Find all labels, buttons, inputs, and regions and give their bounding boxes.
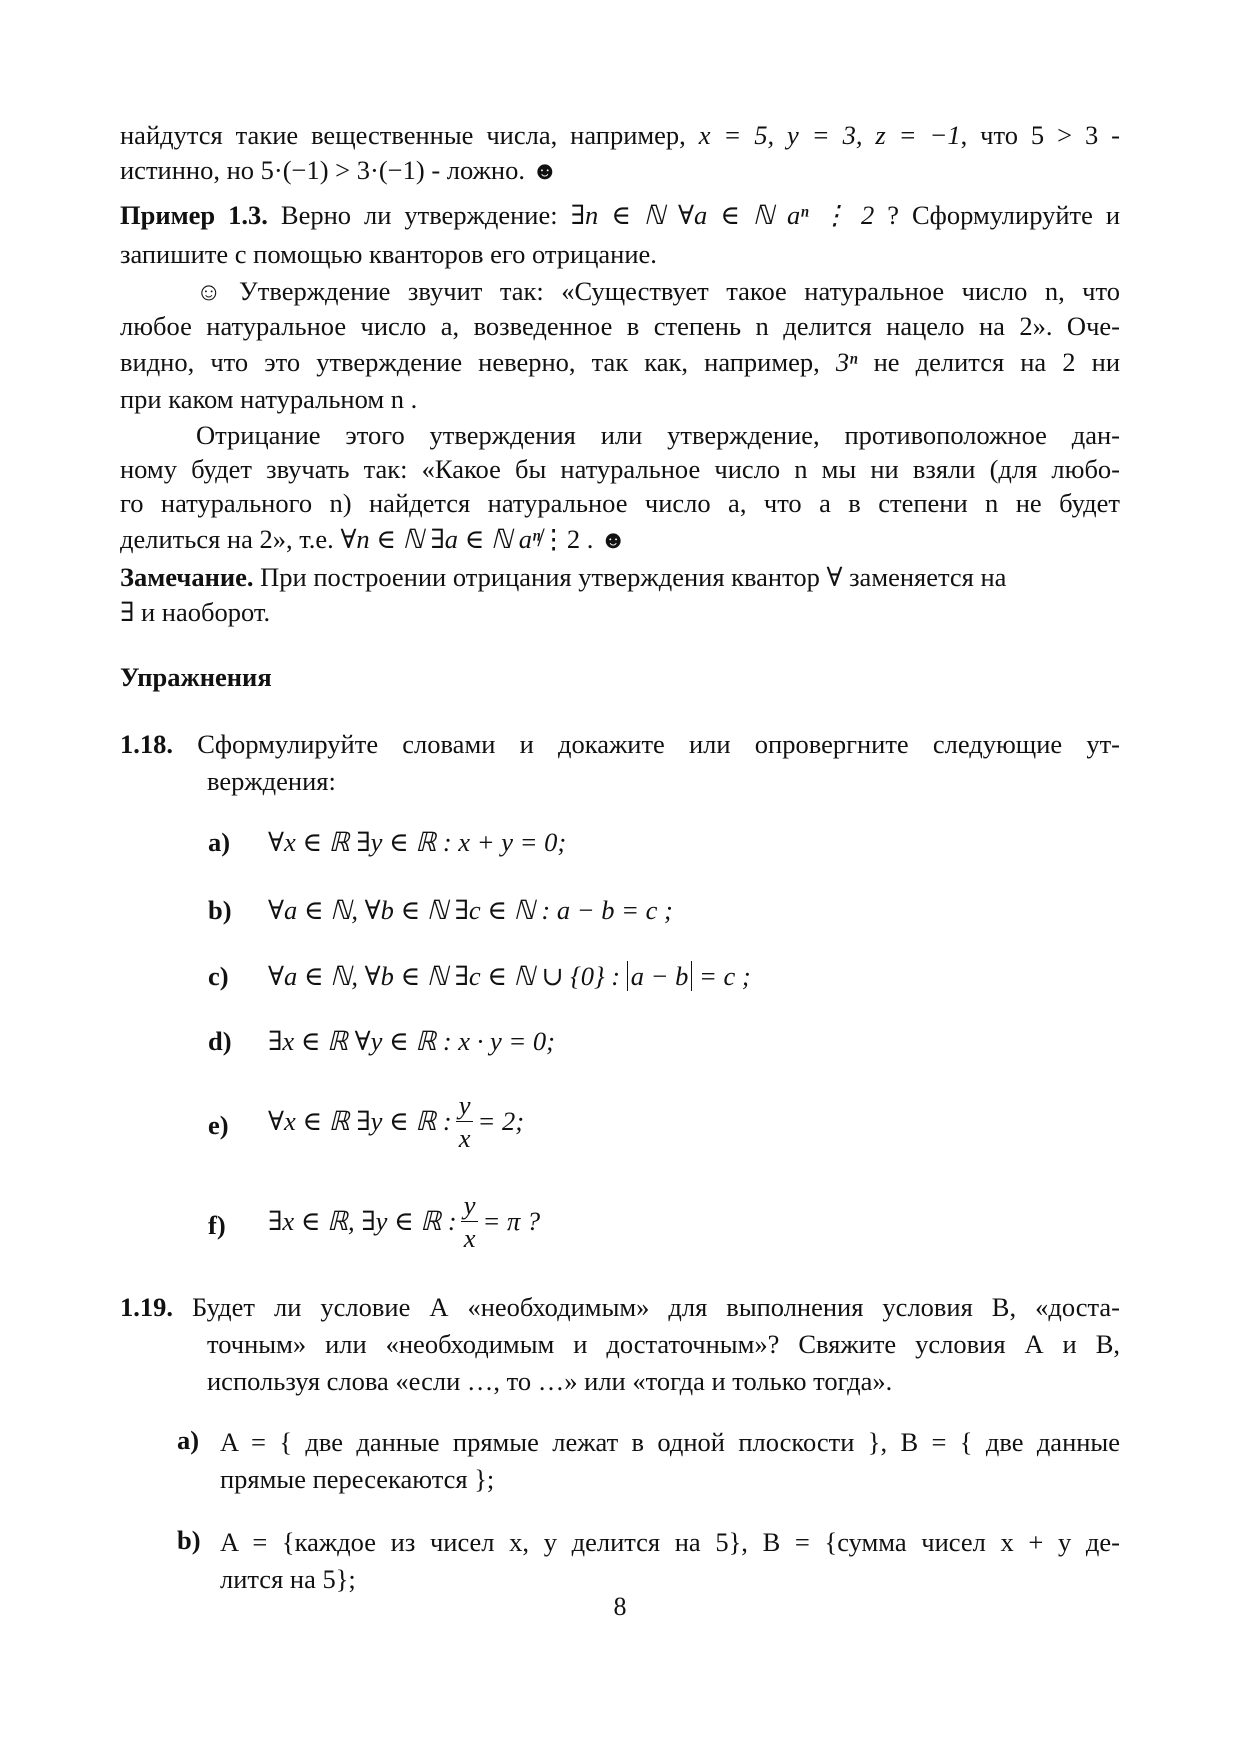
exercise-1-18: 1.18. Сформулируйте словами и докажите или опровергните следующие ут-	[120, 729, 1120, 759]
fraction: $\frac{y}{x}$	[461, 1192, 479, 1251]
page-number: 8	[613, 1592, 627, 1621]
page: найдутся такие вещественные числа, например, x = 5, y = 3, z = −1, что 5 > 3 - истинно, но 5·(−1) > 3·(−1) - ложно. ☻ Пример 1.3. Верно ли утверждение: ∃n ∈ ℕ ∀a ∈ ℕ aⁿ ⋮ 2 ? Сформулируйте и запишите с помощью кванторов его отрицание. ☺ Утверждение звучит так: «Существует такое натуральное число n, что любое натуральное число a, возведенное в степень n делится нацело на 2». Оче- видно, что это утверждение неверно, так как, например, 3ⁿ не делится на 2 ни при каком натуральном n . Отрицание этого утверждения или утверждение, противоположное дан- ному будет звучать так: «Какое бы натуральное число n мы ни взяли (для любо- го натурального n) найдется натуральное число a, что a в степени n не будет делиться на 2», т.е. ∀n ∈ ℕ ∃a ∈ ℕ aⁿ⋮ /2 . ☻ Замечание. При построении отрицания утверждения квантор ∀ заменяется на ∃ и наоборот. Упражнения 1.18. Сформулируйте словами и докажите или опровергните следующие ут- верждения: a) ∀x ∈ ℝ ∃y ∈ ℝ : x + y = 0; b) ∀a ∈ ℕ, ∀b ∈ ℕ ∃c ∈ ℕ : a − b = c ; c) ∀a ∈ ℕ, ∀b ∈ ℕ ∃c ∈ ℕ ∪ {0} : a − b = c ; d) ∃x ∈ ℝ ∀y ∈ ℝ : x · y = 0; e) ∀x ∈ ℝ ∃y ∈ ℝ : $\frac{y}{x}$ = 2; f) ∃x ∈ ℝ, ∃y ∈ ℝ : $\frac{y}{x}$ = π ? 1.19. Будет ли условие А «необходимым» для выполнения условия В, «доста- точным» или «необходимым и достаточным»? Свяжите условия А и В, используя слова «если …, то …» или «тогда и только тогда». a) A = { две данные прямые лежат в одной плоскости }, B = { две данные прямые пересекаются }; b) A = {каждое из чисел x, y делится на 5}, B = {сумма чисел x + y де- лится на 5}; 8	[0, 0, 1240, 1755]
paragraph-line: верждения:	[207, 766, 336, 796]
paragraph-line: истинно, но 5·(−1) > 3·(−1) - ложно. ☻	[120, 155, 558, 185]
paragraph-line: видно, что это утверждение неверно, так как, например, 3ⁿ не делится на 2 ни	[120, 347, 1121, 377]
paragraph-line: любое натуральное число a, возведенное в степень n делится нацело на 2». Оче-	[120, 311, 1120, 341]
remark-label: Замечание.	[120, 562, 254, 592]
solution-start-icon: ☺	[196, 279, 222, 306]
remark-line: Замечание. При построении отрицания утверждения квантор ∀ заменяется на	[120, 562, 1007, 592]
fraction: $\frac{y}{x}$	[456, 1092, 474, 1151]
example-heading-line: Пример 1.3. Верно ли утверждение: ∃n ∈ ℕ ∀a ∈ ℕ aⁿ ⋮ 2 ? Сформулируйте и	[120, 200, 1121, 230]
paragraph-line: при каком натуральном n .	[120, 384, 418, 414]
end-of-solution-icon: ☻	[531, 158, 558, 185]
paragraph-line: делиться на 2», т.е. ∀n ∈ ℕ ∃a ∈ ℕ aⁿ⋮ /2 . ☻	[120, 522, 1120, 558]
paragraph-line: запишите с помощью кванторов его отрицание.	[120, 239, 657, 269]
paragraph-line: точным» или «необходимым и достаточным»? Свяжите условия А и В,	[207, 1329, 1120, 1359]
paragraph-line: Отрицание этого утверждения или утверждение, противоположное дан-	[196, 420, 1120, 450]
example-statement: ∃n ∈ ℕ ∀a ∈ ℕ aⁿ ⋮ 2	[570, 200, 875, 230]
paragraph-line: используя слова «если …, то …» или «тогда и только тогда».	[207, 1366, 893, 1396]
paragraph-line: найдутся такие вещественные числа, например, x = 5, y = 3, z = −1, что 5 > 3 -	[120, 120, 1120, 150]
example-label: Пример 1.3.	[120, 200, 268, 230]
remark-line: ∃ и наоборот.	[120, 597, 271, 627]
section-heading: Упражнения	[120, 662, 272, 692]
paragraph-line: го натурального n) найдется натуральное число a, что a в степени n не будет	[120, 488, 1120, 518]
end-of-solution-icon: ☻	[599, 527, 627, 554]
paragraph-line: ному будет звучать так: «Какое бы натуральное число n мы ни взяли (для любо-	[120, 454, 1120, 484]
exercise-1-19: 1.19. Будет ли условие А «необходимым» для выполнения условия В, «доста-	[120, 1292, 1121, 1322]
paragraph-line: ☺ Утверждение звучит так: «Существует такое натуральное число n, что	[196, 276, 1120, 306]
